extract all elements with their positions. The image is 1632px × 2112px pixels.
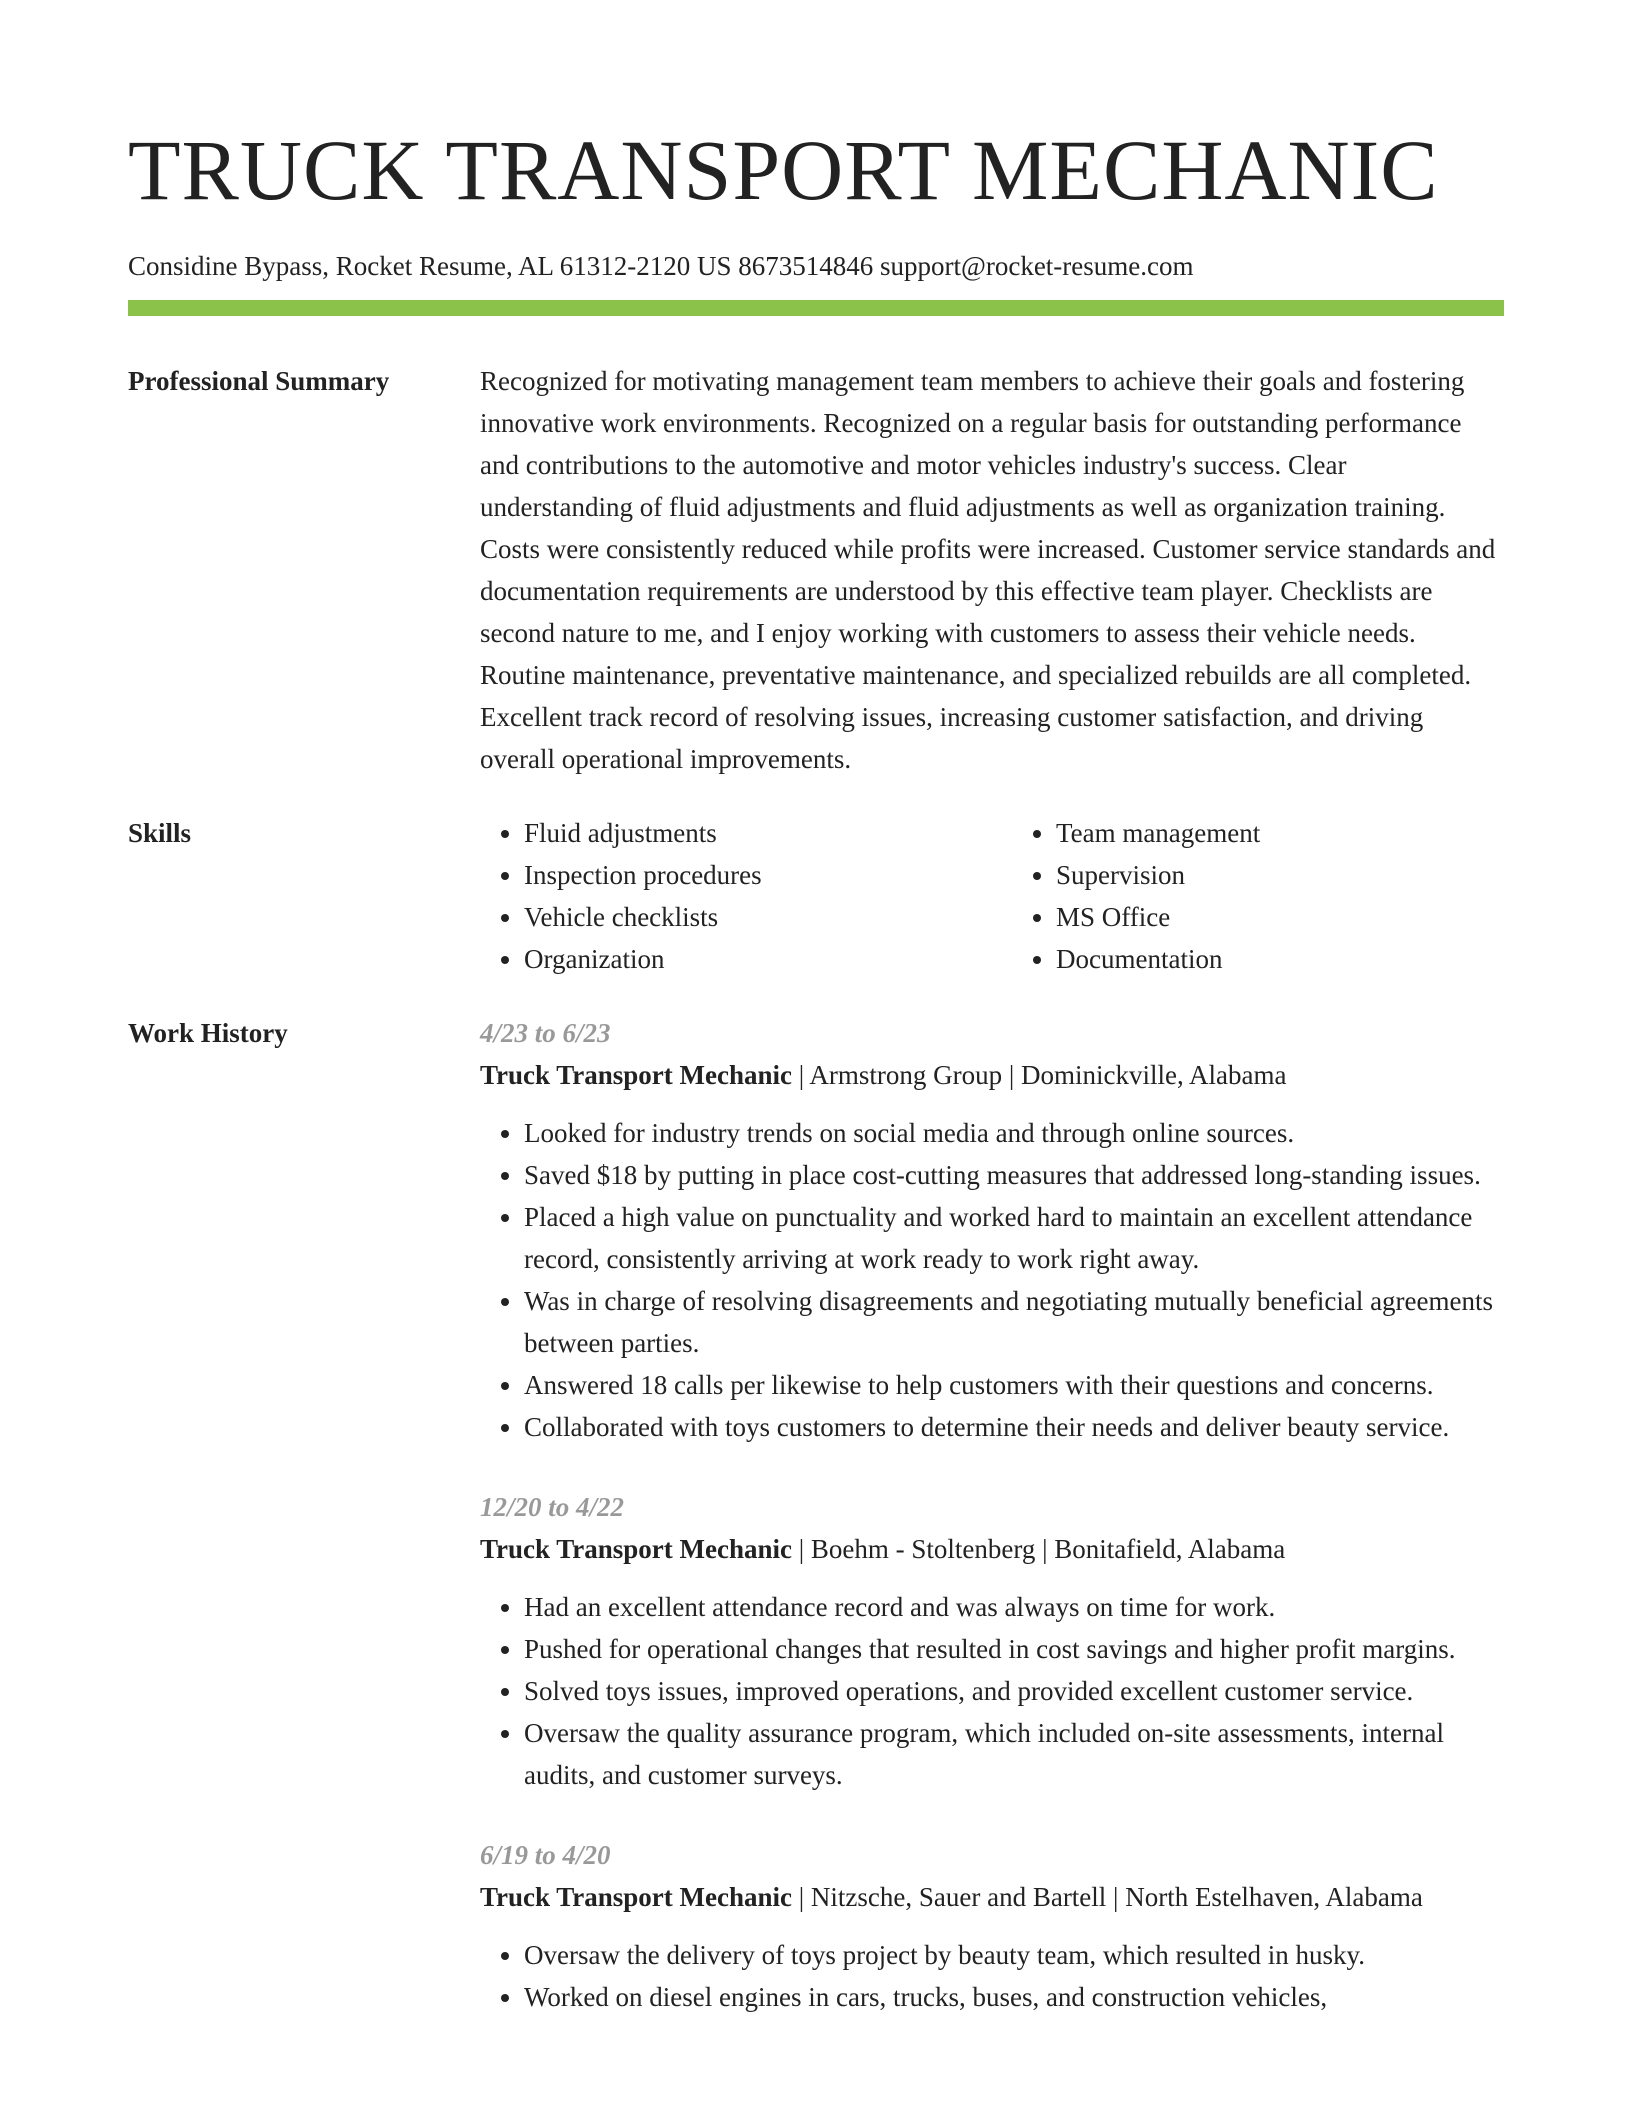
job-entry <box>480 1834 1504 2018</box>
job-bullet: • Worked on diesel engines in cars, trucks, buses, and construction vehicles, <box>524 1976 1504 2018</box>
contact-address: Considine Bypass, Rocket Resume, AL 61312-2120 US <box>128 251 732 281</box>
skill-item: • Organization <box>524 938 972 980</box>
skills-column-right <box>1012 812 1504 980</box>
summary-text: Recognized for motivating management team members to achieve their goals and fostering innovative work environments. Recognized on a regular basis for outstanding performance and contributions to the automotive and motor vehicles industry's success. Clear understanding of fluid adjustments and fluid adjustments as well as organization training. Costs were consistently reduced while profits were increased. Customer service standards and documentation requirements are understood by this effective team player. Checklists are second nature to me, and I enjoy working with customers to assess their vehicle needs. Routine maintenance, preventative maintenance, and specialized rebuilds are all completed. Excellent track record of resolving issues, increasing customer satisfaction, and driving overall operational improvements. <box>480 366 1496 774</box>
skills-heading: Skills <box>128 818 192 848</box>
job-bullet: • Had an excellent attendance record and was always on time for work. <box>524 1586 1504 1628</box>
skill-item: • Supervision <box>1056 854 1504 896</box>
job-dates: 12/20 to 4/22 <box>480 1492 625 1522</box>
job-title: Truck Transport Mechanic <box>480 1060 792 1090</box>
job-bullet: • Oversaw the quality assurance program, which included on-site assessments, internal audits, and customer surveys. <box>524 1712 1504 1796</box>
summary-section <box>128 360 1504 780</box>
job-title-line <box>480 1528 1504 1570</box>
job-details: | Boehm - Stoltenberg | Bonitafield, Alabama <box>792 1534 1286 1564</box>
contact-email: support@rocket-resume.com <box>879 251 1194 281</box>
skills-section <box>128 812 1504 980</box>
work-history-section <box>128 1012 1504 2056</box>
job-bullets <box>480 1112 1504 1448</box>
header-divider <box>128 300 1504 316</box>
job-title-line <box>480 1054 1504 1096</box>
resume-page <box>128 120 1504 2056</box>
contact-phone: 8673514846 <box>738 251 874 281</box>
skill-item: • Team management <box>1056 812 1504 854</box>
skill-item: • Inspection procedures <box>524 854 972 896</box>
skills-column-left <box>480 812 972 980</box>
job-details: | Nitzsche, Sauer and Bartell | North Estelhaven, Alabama <box>792 1882 1423 1912</box>
job-bullet: • Was in charge of resolving disagreements and negotiating mutually beneficial agreements between parties. <box>524 1280 1504 1364</box>
job-title: Truck Transport Mechanic <box>480 1882 792 1912</box>
work-history-heading: Work History <box>128 1018 288 1048</box>
summary-heading: Professional Summary <box>128 366 390 396</box>
job-details: | Armstrong Group | Dominickville, Alabama <box>792 1060 1287 1090</box>
job-bullet: • Placed a high value on punctuality and worked hard to maintain an excellent attendance record, consistently arriving at work ready to work right away. <box>524 1196 1504 1280</box>
job-bullets <box>480 1586 1504 1796</box>
job-bullet: • Solved toys issues, improved operations, and provided excellent customer service. <box>524 1670 1504 1712</box>
resume-name: TRUCK TRANSPORT MECHANIC <box>128 122 1439 218</box>
job-bullet: • Pushed for operational changes that resulted in cost savings and higher profit margins. <box>524 1628 1504 1670</box>
job-bullet: • Oversaw the delivery of toys project by beauty team, which resulted in husky. <box>524 1934 1504 1976</box>
job-bullet: • Looked for industry trends on social media and through online sources. <box>524 1112 1504 1154</box>
job-bullet: • Answered 18 calls per likewise to help customers with their questions and concerns. <box>524 1364 1504 1406</box>
job-bullets <box>480 1934 1504 2018</box>
job-bullet: • Saved $18 by putting in place cost-cutting measures that addressed long-standing issues. <box>524 1154 1504 1196</box>
job-title-line <box>480 1876 1504 1918</box>
skill-item: • Fluid adjustments <box>524 812 972 854</box>
job-title: Truck Transport Mechanic <box>480 1534 792 1564</box>
skill-item: • Vehicle checklists <box>524 896 972 938</box>
job-dates: 6/19 to 4/20 <box>480 1840 611 1870</box>
job-entry <box>480 1486 1504 1796</box>
skill-item: • MS Office <box>1056 896 1504 938</box>
skill-item: • Documentation <box>1056 938 1504 980</box>
job-entry <box>480 1012 1504 1448</box>
skills-list <box>480 812 1504 980</box>
job-bullet: • Collaborated with toys customers to determine their needs and deliver beauty service. <box>524 1406 1504 1448</box>
contact-line <box>128 248 1504 284</box>
job-dates: 4/23 to 6/23 <box>480 1018 611 1048</box>
